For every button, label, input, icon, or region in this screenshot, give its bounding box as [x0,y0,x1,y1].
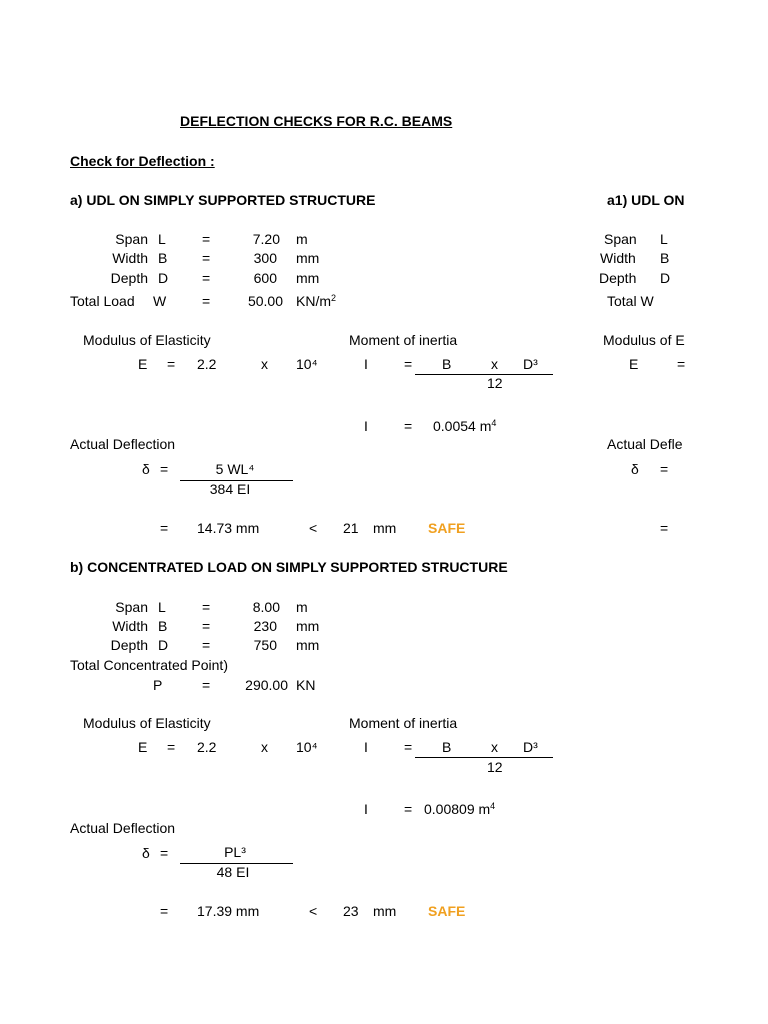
b-width-label: Width [112,618,148,634]
a1-span-label: Span [604,231,637,247]
b-p-eq: = [202,677,211,693]
b-E-symbol: E [138,739,148,755]
a-safe-badge: SAFE [428,520,466,536]
a-depth-unit: mm [296,270,320,286]
a-span-symbol: L [158,231,166,247]
a-depth-eq: = [202,270,211,286]
a-load-symbol: W [153,293,167,309]
a-load-value: 50.00 [247,293,283,309]
a-load-label: Total Load [70,293,135,309]
a-deflection-value: 14.73 mm [197,520,260,536]
b-width-value: 230 [253,618,277,634]
b-depth-symbol: D [158,637,169,653]
a-I-result-symbol: I [364,418,368,434]
b-I-D3: D³ [523,739,538,755]
b-I-symbol: I [364,739,368,755]
a1-depth-label: Depth [599,270,637,286]
a-moi-label: Moment of inertia [349,332,458,348]
a1-load-label: Total W [607,293,654,309]
a-result-eq: = [160,520,169,536]
section-a1-heading: a1) UDL ON [607,192,685,208]
a-actual-deflection-label: Actual Deflection [70,436,176,452]
b-E-power: 10⁴ [296,739,318,755]
a-delta-symbol: δ [142,461,150,477]
b-modulus-label: Modulus of Elasticity [83,715,211,731]
b-moi-label: Moment of inertia [349,715,458,731]
b-width-symbol: B [158,618,168,634]
b-formula-numerator: PL³ [224,844,246,860]
a-load-unit: $KN/m^2$ [296,293,337,309]
b-delta-eq: = [160,845,169,861]
b-depth-label: Depth [110,637,148,653]
b-I-result-eq: = [404,801,413,817]
b-I-result-symbol: I [364,801,368,817]
a-E-eq: = [167,356,176,372]
a-depth-value: 600 [253,270,277,286]
b-load-label: Total Concentrated Point) [70,657,228,673]
a1-span-symbol: L [660,231,668,247]
a-width-label: Width [112,250,148,266]
a-span-label: Span [115,231,148,247]
a-depth-label: Depth [110,270,148,286]
a-limit-unit: mm [373,520,397,536]
b-span-unit: m [296,599,308,615]
a-E-coef: 2.2 [197,356,217,372]
a-I-result-value: 0.0054 $m^4$ [433,418,497,434]
b-width-unit: mm [296,618,320,634]
a-I-D3: D³ [523,356,538,372]
a1-E-symbol: E [629,356,639,372]
a-width-eq: = [202,250,211,266]
b-safe-badge: SAFE [428,903,466,919]
a1-width-label: Width [600,250,636,266]
b-width-eq: = [202,618,211,634]
b-depth-eq: = [202,637,211,653]
b-span-value: 8.00 [252,599,280,615]
a-I-times: x [491,356,498,372]
b-actual-deflection-label: Actual Deflection [70,820,176,836]
b-span-eq: = [202,599,211,615]
a-delta-eq: = [160,461,169,477]
b-depth-value: 750 [253,637,277,653]
b-span-label: Span [115,599,148,615]
a-width-unit: mm [296,250,320,266]
a-modulus-label: Modulus of Elasticity [83,332,211,348]
b-span-symbol: L [158,599,166,615]
b-deflection-value: 17.39 mm [197,903,260,919]
b-E-times: x [261,739,268,755]
a-I-B: B [442,356,452,372]
b-p-unit: KN [296,677,316,693]
a-span-value: 7.20 [252,231,280,247]
b-depth-unit: mm [296,637,320,653]
b-I-B: B [442,739,452,755]
a1-result-eq: = [660,520,669,536]
b-p-value: 290.00 [245,677,288,693]
a-I-eq: = [404,356,413,372]
check-subtitle: Check for Deflection : [70,153,215,169]
a-load-eq: = [202,293,211,309]
a1-E-eq: = [677,356,686,372]
b-p-symbol: P [153,677,163,693]
a1-delta-eq: = [660,461,669,477]
a1-modulus-label: Modulus of E [603,332,685,348]
b-delta-symbol: δ [142,845,150,861]
a-E-times: x [261,356,268,372]
a-I-result-eq: = [404,418,413,434]
a-less-than: < [309,520,318,536]
b-less-than: < [309,903,318,919]
a-I-fraction-line [415,374,553,375]
b-E-coef: 2.2 [197,739,217,755]
a-I-denominator: 12 [487,375,503,391]
a-I-symbol: I [364,356,368,372]
b-I-result-value: 0.00809 $m^4$ [424,801,496,817]
a-width-value: 300 [253,250,277,266]
b-I-eq: = [404,739,413,755]
a1-width-symbol: B [660,250,670,266]
b-I-fraction-line [415,757,553,758]
a-formula-numerator: 5 WL⁴ [215,461,255,477]
b-limit-value: 23 [343,903,359,919]
a1-delta-symbol: δ [631,461,639,477]
b-E-eq: = [167,739,176,755]
b-I-times: x [491,739,498,755]
a-E-symbol: E [138,356,148,372]
b-limit-unit: mm [373,903,397,919]
b-formula-denominator: 48 EI [216,864,250,880]
page-title: DEFLECTION CHECKS FOR R.C. BEAMS [180,113,453,129]
section-a1-clipped-column [596,0,690,1024]
section-b-heading: b) CONCENTRATED LOAD ON SIMPLY SUPPORTED STRUCTURE [70,559,508,575]
section-a-heading: a) UDL ON SIMPLY SUPPORTED STRUCTURE [70,192,376,208]
a-E-power: 10⁴ [296,356,318,372]
a-depth-symbol: D [158,270,169,286]
b-result-eq: = [160,903,169,919]
a1-actual-deflection-label: Actual Defle [607,436,683,452]
a1-depth-symbol: D [660,270,671,286]
b-I-denominator: 12 [487,759,503,775]
a-span-eq: = [202,231,211,247]
a-width-symbol: B [158,250,168,266]
a-limit-value: 21 [343,520,359,536]
a-span-unit: m [296,231,308,247]
a-formula-denominator: 384 EI [209,481,251,497]
